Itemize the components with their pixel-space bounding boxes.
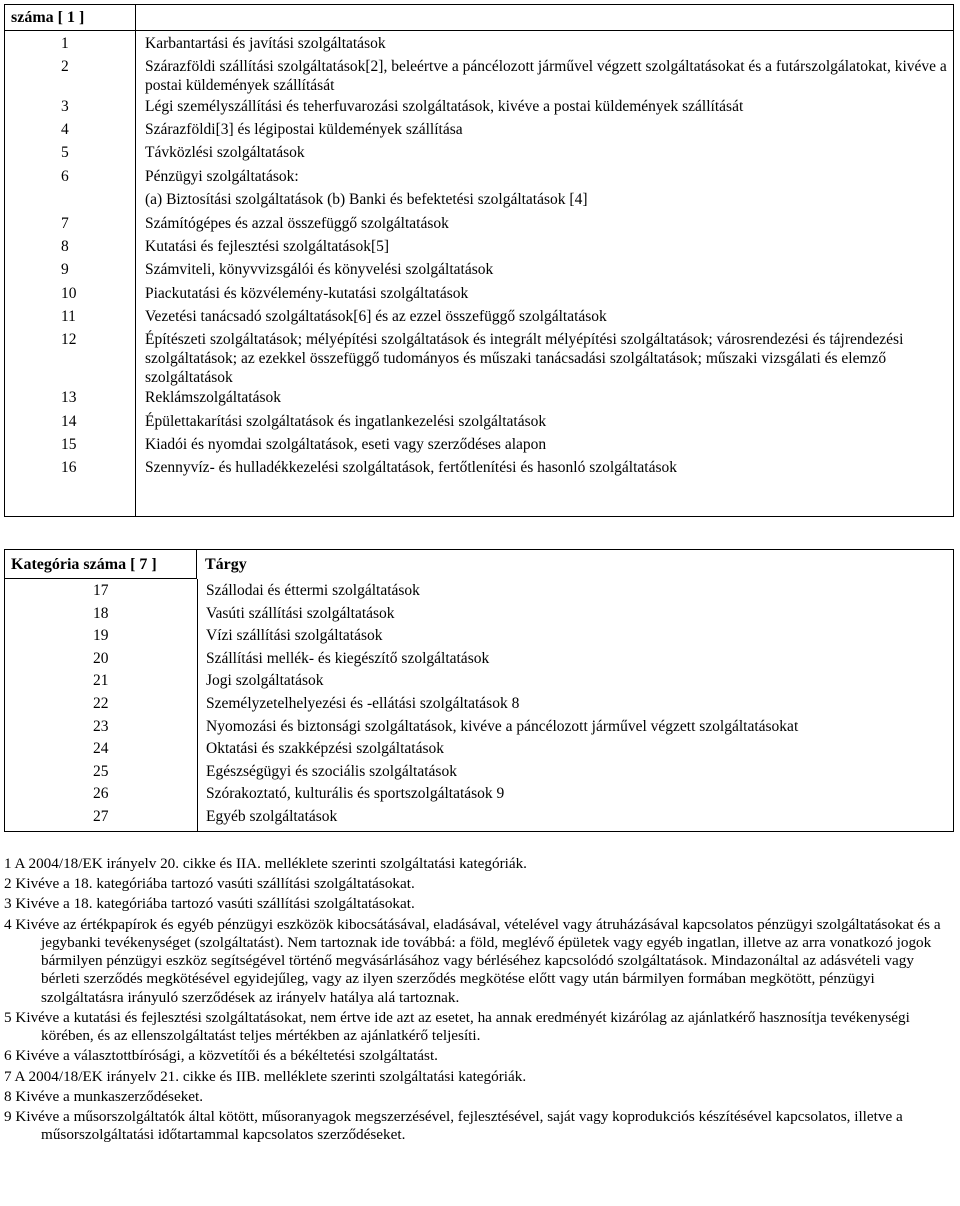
category-number: 18	[93, 604, 109, 622]
category-description: Szárazföldi szállítási szolgáltatások[2], beleértve a páncélozott járművel végzett szolgáltatásokat és a futárszolgálatokat, kivéve a postai küldemények szállítását	[145, 58, 947, 94]
category-number: 9	[61, 261, 69, 279]
table-row	[5, 96, 953, 119]
category-number	[5, 189, 136, 212]
table-row	[5, 808, 953, 831]
category-description: Személyzetelhelyezési és -ellátási szolgáltatások 8	[206, 694, 520, 712]
category-number: 16	[61, 459, 77, 477]
category-number: 19	[93, 627, 109, 645]
category-description: Vízi szállítási szolgáltatások	[206, 627, 383, 645]
category-description: Kiadói és nyomdai szolgáltatások, eseti vagy szerződéses alapon	[145, 436, 547, 454]
category-description: Számviteli, könyvvizsgálói és könyvelési szolgáltatások	[145, 261, 494, 279]
category-description: Karbantartási és javítási szolgáltatások	[145, 35, 386, 52]
category-description: Pénzügyi szolgáltatások:	[145, 167, 299, 185]
table-row	[5, 33, 953, 56]
footnote: 2 Kivéve a 18. kategóriába tartozó vasúti szállítási szolgáltatásokat.	[4, 875, 415, 893]
category-number: 20	[93, 649, 109, 667]
category-number: 24	[93, 740, 109, 758]
category-number: 25	[93, 762, 109, 780]
table-row	[5, 259, 953, 282]
category-number: 26	[93, 785, 109, 803]
footnote: 3 Kivéve a 18. kategóriába tartozó vasúti szállítási szolgáltatásokat.	[4, 895, 415, 913]
table2-header-number: Kategória száma [ 7 ]	[5, 550, 197, 579]
category-number: 13	[61, 389, 77, 407]
service-categories-table-1	[4, 4, 954, 517]
category-description: (a) Biztosítási szolgáltatások (b) Banki és befektetési szolgáltatások [4]	[145, 191, 588, 209]
category-description: Számítógépes és azzal összefüggő szolgáltatások	[145, 214, 449, 232]
category-number: 4	[61, 120, 69, 138]
category-number: 6	[61, 167, 69, 185]
table-row	[5, 457, 953, 480]
table-row	[5, 785, 953, 808]
category-number: 12	[61, 331, 77, 349]
category-number: 14	[61, 412, 77, 430]
table1-header-row	[5, 5, 953, 31]
table-row	[5, 740, 953, 763]
category-description: Szállodai és éttermi szolgáltatások	[206, 582, 420, 599]
category-description: Kutatási és fejlesztési szolgáltatások[5]	[145, 237, 390, 255]
table-row	[5, 236, 953, 259]
footnote: 1 A 2004/18/EK irányelv 20. cikke és IIA. melléklete szerinti szolgáltatási kategóriák.	[4, 855, 527, 872]
footnote: 4 Kivéve az értékpapírok és egyéb pénzügyi eszközök kibocsátásával, eladásával, vételével vagy átruházásával kapcsolatos pénzügyi szolgáltatásokat és a jegybanki tevékenységet (szolgáltatást). Nem tartoznak ide továbbá: a föld, meglévő épületek vagy egyéb ingatlan, illetve az arra vonatkozó jogok bármilyen pénzügyi eszköz segítségével történő megvásárlásához vagy bérléséhez kapcsolódó szolgáltatások. Mindazonáltal az adásvételi vagy bérleti szerződés megkötésével egyidejűleg, vagy az ilyen szerződés megkötése előtt vagy után bármilyen formában megkötött, pénzügyi szolgáltatásra irányuló szerződések az irányelv hatálya alá tartoznak.	[4, 915, 941, 1006]
table-row	[5, 650, 953, 673]
footnote: 6 Kivéve a választottbírósági, a közvetítői és a békéltetési szolgáltatást.	[4, 1047, 438, 1065]
category-number: 21	[93, 672, 109, 690]
category-description: Jogi szolgáltatások	[206, 672, 324, 690]
category-description: Nyomozási és biztonsági szolgáltatások, kivéve a páncélozott járművel végzett szolgáltatásokat	[206, 717, 799, 735]
category-number: 22	[93, 694, 109, 712]
table-row	[5, 189, 953, 212]
category-number: 2	[61, 58, 69, 76]
table-row	[5, 627, 953, 650]
table2-header-row	[5, 550, 953, 579]
category-number: 15	[61, 436, 77, 454]
table-row	[5, 306, 953, 329]
category-number: 3	[61, 97, 69, 115]
footnote: 9 Kivéve a műsorszolgáltatók által kötött, műsoranyagok megszerzésével, fejlesztésével, saját vagy koprodukciós készítésével kapcsolatos, illetve a műsorszolgáltatási időtartammal kapcsolatos szerződéseket.	[4, 1108, 903, 1144]
table-row	[5, 142, 953, 165]
table-row	[5, 605, 953, 628]
table-row	[5, 283, 953, 306]
footnote: 5 Kivéve a kutatási és fejlesztési szolgáltatásokat, nem értve ide azt az esetet, ha annak eredményét kizárólag az ajánlatkérő hasznosítja tevékenységi körében, és az ellenszolgáltatást teljes mértékben az ajánlatkérő teljesíti.	[4, 1008, 910, 1045]
table-row	[5, 387, 953, 410]
table-row	[5, 718, 953, 741]
footnote: 8 Kivéve a munkaszerződéseket.	[4, 1087, 204, 1105]
table1-header-subject	[136, 5, 953, 30]
category-number: 11	[61, 308, 76, 326]
category-number: 5	[61, 144, 69, 162]
footnote: 7 A 2004/18/EK irányelv 21. cikke és IIB. melléklete szerinti szolgáltatási kategóriák.	[4, 1067, 527, 1085]
category-description: Oktatási és szakképzési szolgáltatások	[206, 740, 445, 758]
category-description: Építészeti szolgáltatások; mélyépítési szolgáltatások és integrált mélyépítési szolgáltatások; városrendezési és tájrendezési szolgáltatások; az ezekkel összefüggő tudományos és műszaki tanácsadási szolgáltatások; műszaki vizsgálati és elemző szolgáltatások	[145, 331, 904, 386]
category-description: Vezetési tanácsadó szolgáltatások[6] és az ezzel összefüggő szolgáltatások	[145, 308, 607, 326]
category-number: 27	[93, 807, 109, 825]
category-description: Szennyvíz- és hulladékkezelési szolgáltatások, fertőtlenítési és hasonló szolgáltatások	[145, 459, 678, 477]
table-row	[5, 695, 953, 718]
service-categories-table-2	[4, 549, 954, 832]
table-row	[5, 119, 953, 142]
category-description: Épülettakarítási szolgáltatások és ingatlankezelési szolgáltatások	[145, 412, 547, 430]
table1-header-number: száma [ 1 ]	[5, 5, 136, 30]
table2-header-subject: Tárgy	[205, 556, 247, 573]
category-description: Szórakoztató, kulturális és sportszolgáltatások 9	[206, 785, 505, 803]
table1-rows	[5, 33, 953, 481]
table-row	[5, 411, 953, 434]
category-description: Reklámszolgáltatások	[145, 389, 282, 407]
category-description: Vasúti szállítási szolgáltatások	[206, 604, 395, 622]
category-description: Egyéb szolgáltatások	[206, 807, 338, 825]
category-number: 8	[61, 237, 69, 255]
footnotes	[4, 855, 954, 1147]
table-row	[5, 329, 953, 387]
category-number: 10	[61, 284, 77, 302]
category-number: 17	[93, 582, 109, 599]
table-row	[5, 213, 953, 236]
category-description: Egészségügyi és szociális szolgáltatások	[206, 762, 457, 780]
category-description: Piackutatási és közvélemény-kutatási szolgáltatások	[145, 284, 469, 302]
category-number: 7	[61, 214, 69, 232]
category-number: 23	[93, 717, 109, 735]
category-description: Légi személyszállítási és teherfuvarozási szolgáltatások, kivéve a postai küldemények szállítását	[145, 97, 744, 115]
category-number: 1	[61, 35, 69, 52]
table-row	[5, 166, 953, 189]
table2-rows	[5, 582, 953, 831]
table-row	[5, 56, 953, 95]
category-description: Szállítási mellék- és kiegészítő szolgáltatások	[206, 649, 490, 667]
category-description: Szárazföldi[3] és légipostai küldemények szállítása	[145, 120, 463, 138]
table-row	[5, 763, 953, 786]
category-description: Távközlési szolgáltatások	[145, 144, 305, 162]
table-row	[5, 434, 953, 457]
table-row	[5, 582, 953, 605]
table-row	[5, 672, 953, 695]
